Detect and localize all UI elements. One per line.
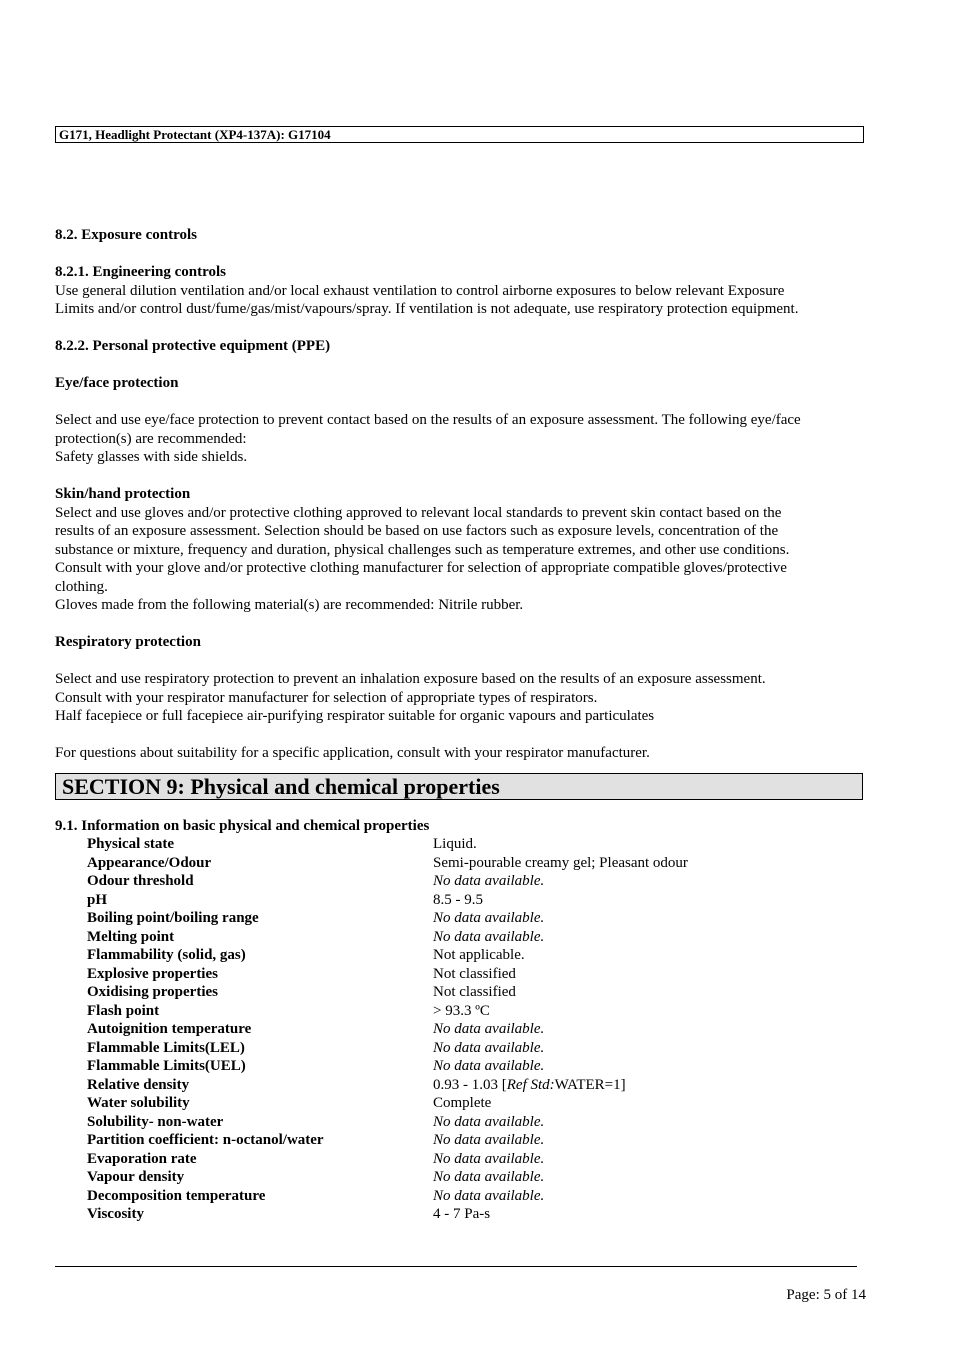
property-value-tail: WATER=1] [554,1076,626,1093]
property-row [87,835,863,854]
property-name: Explosive properties [87,965,218,982]
property-value: Liquid. [433,836,477,852]
engineering-text-line: Limits and/or control dust/fume/gas/mist/vapours/spray. If ventilation is not adequate, use respiratory protection equipment. [55,301,799,317]
property-row [87,1187,863,1206]
property-row [87,1057,863,1076]
properties-table [87,835,863,1224]
product-title: G171, Headlight Protectant (XP4-137A): G17104 [59,127,331,142]
section-9-title: SECTION 9: Physical and chemical properties [55,773,863,800]
property-name: Viscosity [87,1206,144,1222]
property-value: Not applicable. [433,947,525,963]
page-number: Page: 5 of 14 [786,1287,866,1303]
property-name: pH [87,891,108,908]
property-row [87,1205,863,1224]
property-value: Not classified [433,965,516,982]
property-row [87,1020,863,1039]
property-value: No data available. [433,1058,545,1074]
property-value: 4 - 7 Pa-s [433,1206,491,1222]
skin-text-line: Select and use gloves and/or protective clothing approved to relevant local standards to prevent skin contact based on the [55,504,782,521]
property-value-ref: Ref Std: [506,1076,555,1093]
property-row [87,928,863,947]
property-value [433,1076,863,1095]
property-name: Melting point [87,928,175,945]
property-row [87,854,863,873]
property-name: Autoignition temperature [87,1021,252,1037]
property-value: No data available. [433,928,545,945]
page-content [55,226,865,1224]
property-value: No data available. [433,873,545,889]
property-name: Decomposition temperature [87,1187,266,1204]
property-row [87,872,863,891]
property-row [87,1002,863,1021]
property-value: No data available. [433,1169,545,1185]
property-row [87,1076,863,1095]
property-value: > 93.3 ºC [433,1002,490,1019]
property-name: Boiling point/boiling range [87,910,259,926]
skin-text-line: Consult with your glove and/or protective clothing manufacturer for selection of appropriate compatible gloves/protective [55,560,787,576]
property-row [87,1094,863,1113]
property-value: No data available. [433,1113,545,1130]
document-header [55,126,864,143]
property-value: No data available. [433,1021,545,1037]
skin-text-line: clothing. [55,578,108,595]
respiratory-text-line: Half facepiece or full facepiece air-purifying respirator suitable for organic vapours and particulates [55,708,655,724]
respiratory-text-line: Consult with your respirator manufacturer for selection of appropriate types of respirators. [55,689,598,706]
property-value: No data available. [433,1039,545,1056]
property-name: Relative density [87,1076,190,1093]
property-value: No data available. [433,1150,545,1167]
eye-text-line: Select and use eye/face protection to prevent contact based on the results of an exposure assessment. The following eye/face [55,412,801,428]
exposure-controls-heading: 8.2. Exposure controls [55,227,197,243]
property-row [87,1150,863,1169]
property-value: No data available. [433,910,545,926]
property-name: Evaporation rate [87,1150,197,1167]
property-row [87,1113,863,1132]
eye-protection-heading: Eye/face protection [55,375,179,391]
property-value-main: 0.93 - 1.03 [ [433,1076,507,1093]
skin-text-line: substance or mixture, frequency and duration, physical challenges such as temperature extremes, and other use conditions. [55,541,790,558]
eye-text-line: protection(s) are recommended: [55,430,247,447]
property-name: Flash point [87,1002,160,1019]
property-value: Complete [433,1095,492,1111]
property-name: Flammability (solid, gas) [87,947,246,963]
property-value: 8.5 - 9.5 [433,891,483,908]
property-name: Physical state [87,836,175,852]
property-value: No data available. [433,1132,545,1148]
respiratory-note: For questions about suitability for a specific application, consult with your respirator manufacturer. [55,745,650,761]
property-row [87,983,863,1002]
property-name: Flammable Limits(LEL) [87,1039,245,1056]
engineering-text-line: Use general dilution ventilation and/or local exhaust ventilation to control airborne exposures to below relevant Exposure [55,282,785,299]
footer-divider [55,1266,857,1267]
skin-protection-heading: Skin/hand protection [55,486,191,502]
property-name: Odour threshold [87,873,194,889]
property-row [87,965,863,984]
property-value: No data available. [433,1187,545,1204]
ppe-heading: 8.2.2. Personal protective equipment (PPE) [55,338,331,354]
property-name: Oxidising properties [87,984,218,1000]
engineering-controls-heading: 8.2.1. Engineering controls [55,264,226,280]
property-row [87,909,863,928]
property-row [87,1168,863,1187]
skin-text-line: results of an exposure assessment. Selection should be based on use factors such as exposure levels, concentration of the [55,523,779,539]
property-name: Water solubility [87,1095,190,1111]
property-row [87,1039,863,1058]
property-value: Semi-pourable creamy gel; Pleasant odour [433,854,688,871]
property-name: Partition coefficient: n-octanol/water [87,1132,324,1148]
basic-properties-heading: 9.1. Information on basic physical and chemical properties [55,817,430,834]
property-name: Appearance/Odour [87,854,212,871]
respiratory-text-line: Select and use respiratory protection to prevent an inhalation exposure based on the results of an exposure assessment. [55,671,766,687]
property-row [87,1131,863,1150]
respiratory-protection-heading: Respiratory protection [55,634,201,650]
property-name: Solubility- non-water [87,1113,224,1130]
property-name: Flammable Limits(UEL) [87,1058,246,1074]
property-row [87,891,863,910]
property-value: Not classified [433,984,516,1000]
skin-text-line: Gloves made from the following material(s) are recommended: Nitrile rubber. [55,597,524,613]
property-row [87,946,863,965]
eye-text-line: Safety glasses with side shields. [55,449,248,465]
property-name: Vapour density [87,1169,185,1185]
